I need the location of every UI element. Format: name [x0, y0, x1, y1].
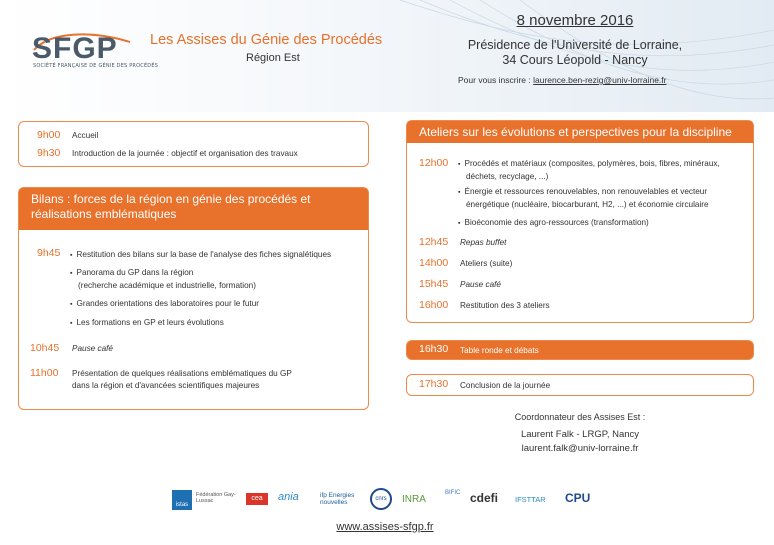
page-subtitle: Région Est — [246, 52, 300, 64]
agenda-text: Présentation de quelques réalisations emblématiques du GP — [72, 369, 292, 378]
coordinator-name: Laurent Falk - LRGP, Nancy — [520, 429, 640, 440]
partner-logo: istas — [172, 490, 192, 510]
registration-label: Pour vous inscrire : — [458, 75, 534, 85]
partner-logo: Fédération Gay-Lussac — [196, 492, 236, 504]
partner-logo: cea — [246, 493, 268, 505]
logo-text: SFGP — [32, 32, 118, 65]
partner-logo: INRA — [402, 494, 426, 505]
partner-logo: IFSTTAR — [515, 495, 546, 504]
partner-logos — [170, 488, 610, 514]
partner-logo: cdefi — [470, 491, 499, 505]
agenda-text: Repas buffet — [460, 238, 507, 247]
venue-line-1: Présidence de l'Université de Lorraine, — [467, 38, 683, 52]
agenda-text: Accueil — [72, 131, 99, 140]
agenda-text: Restitution des 3 ateliers — [460, 301, 550, 310]
bilans-title-line-2: réalisations emblématiques — [31, 207, 177, 221]
time-label: 16h00 — [419, 299, 449, 311]
conclusion-bar — [406, 374, 754, 396]
venue-line-2: 34 Cours Léopold - Nancy — [502, 53, 648, 67]
opening-box — [18, 121, 369, 167]
agenda-text: Table ronde et débats — [460, 346, 539, 355]
agenda-text: Ateliers (suite) — [460, 259, 513, 268]
bilans-title-line-1: Bilans : forces de la région en génie des procédés et — [31, 192, 311, 206]
list-item-continued: (recherche académique et industrielle, formation) — [78, 281, 256, 290]
logo-subtitle: SOCIÉTÉ FRANÇAISE DE GÉNIE DES PROCÉDÉS — [33, 63, 159, 69]
agenda-text: dans la région et d'avancées scientifiques majeures — [72, 381, 260, 390]
list-item-continued: énergétique (nucléaire, biocarburant, H2, ...) et économie circulaire — [466, 200, 709, 209]
list-item: ▪ Panorama du GP dans la région — [70, 268, 193, 277]
list-item: ▪ Énergie et ressources renouvelables, non renouvelables et vecteur — [458, 187, 707, 196]
time-label: 12h45 — [419, 236, 449, 248]
partner-logo: BIFIC — [445, 490, 461, 496]
time-label: 16h30 — [419, 343, 449, 355]
time-label: 9h45 — [37, 247, 61, 259]
page-title: Les Assises du Génie des Procédés — [150, 32, 383, 48]
time-label: 12h00 — [419, 157, 449, 169]
ateliers-title: Ateliers sur les évolutions et perspectives pour la discipline — [419, 125, 732, 139]
time-label: 11h00 — [30, 367, 59, 379]
agenda-text: Introduction de la journée : objectif et organisation des travaux — [72, 149, 298, 158]
website-link[interactable]: www.assises-sfgp.fr — [336, 521, 434, 533]
list-item-continued: déchets, recyclage, ...) — [466, 172, 549, 181]
bilans-header — [19, 188, 368, 230]
partner-logo: CPU — [565, 491, 591, 505]
partner-logo: ifp Energies nouvelles — [320, 492, 355, 506]
time-label: 14h00 — [419, 257, 449, 269]
event-date: 8 novembre 2016 — [516, 12, 634, 29]
agenda-text: Pause café — [72, 344, 113, 353]
registration-email-link[interactable]: laurence.ben-rezig@univ-lorraine.fr — [533, 75, 667, 85]
agenda-text: Pause café — [460, 280, 501, 289]
coordinator-label: Coordonnateur des Assises Est : — [514, 412, 646, 422]
list-item: ▪ Les formations en GP et leurs évolutions — [70, 318, 224, 327]
time-label: 9h30 — [37, 147, 61, 159]
partner-logo: cnrs — [370, 488, 392, 510]
registration-info — [458, 75, 666, 85]
list-item: ▪ Bioéconomie des agro-ressources (transformation) — [458, 218, 649, 227]
time-label: 17h30 — [419, 378, 449, 390]
time-label: 9h00 — [37, 129, 61, 141]
partner-logo: ania — [278, 491, 299, 503]
coordinator-email[interactable]: laurent.falk@univ-lorraine.fr — [521, 443, 639, 454]
time-label: 15h45 — [419, 278, 449, 290]
list-item: ▪ Grandes orientations des laboratoires pour le futur — [70, 299, 259, 308]
list-item: ▪ Procédés et matériaux (composites, polymères, bois, fibres, minéraux, — [458, 159, 720, 168]
ateliers-header — [407, 121, 753, 143]
list-item: ▪ Restitution des bilans sur la base de l'analyse des fiches signalétiques — [70, 250, 331, 259]
time-label: 10h45 — [30, 342, 60, 354]
table-ronde-bar — [406, 340, 754, 360]
agenda-text: Conclusion de la journée — [460, 381, 551, 390]
